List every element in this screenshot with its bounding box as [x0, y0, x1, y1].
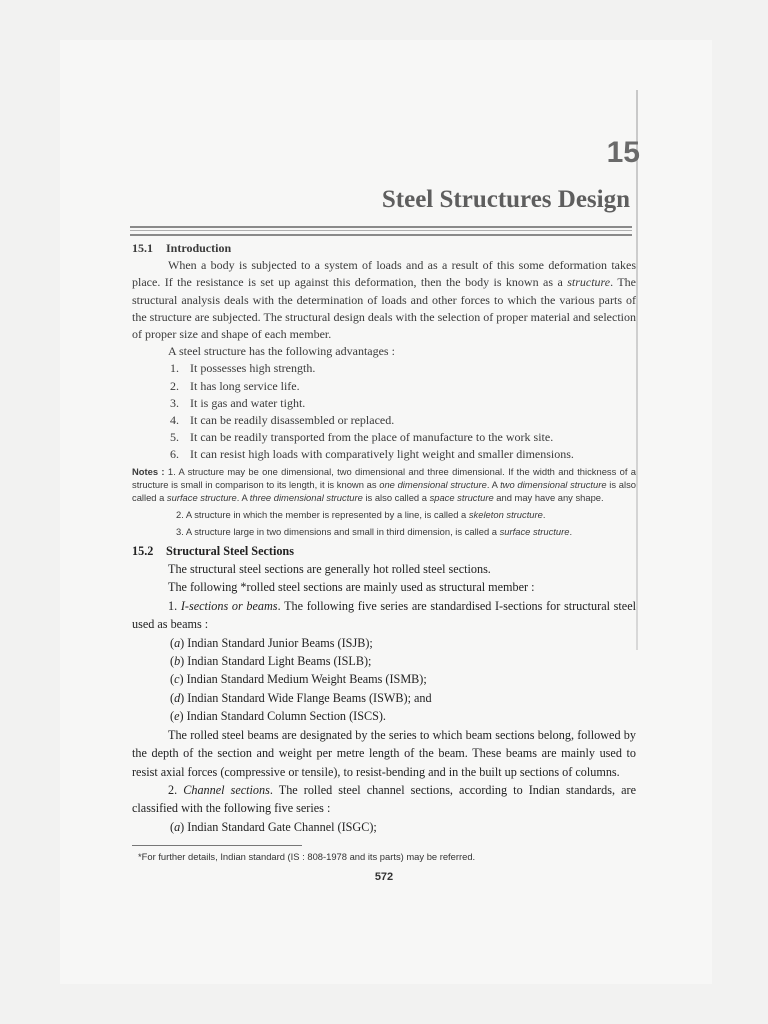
list-item: [132, 429, 636, 446]
binding-shadow: [636, 90, 638, 650]
list-item-text: Indian Standard Light Beams (ISLB);: [187, 654, 372, 669]
footnote-rule: [132, 845, 302, 846]
list-item-number: 5.: [170, 430, 179, 445]
paragraph: The rolled steel beams are designated by the series to which beam sections belong, followed by the depth of the section and weight per metre length of the beam. These beams are mainly used to resist axial forces (compressive or tensile), to resist-bending and in the built up sections of columns.: [132, 727, 636, 779]
list-item-text: It possesses high strength.: [190, 361, 316, 376]
paragraph: The structural steel sections are generally hot rolled steel sections.: [168, 562, 491, 577]
paragraph: The following *rolled steel sections are mainly used as structural member :: [168, 580, 535, 595]
list-item: (a) Indian Standard Gate Channel (ISGC);: [170, 819, 377, 834]
beam-series-list: [132, 634, 636, 726]
list-item-number: 6.: [170, 447, 179, 462]
list-item: [132, 378, 636, 395]
list-item-letter: b: [174, 654, 181, 669]
section-heading: [132, 542, 636, 560]
text-run: 2.: [168, 782, 184, 797]
list-item: [132, 446, 636, 463]
notes-label: Notes :: [132, 465, 165, 477]
italic-term: three dimensional structure: [249, 491, 363, 503]
section-title: Structural Steel Sections: [166, 543, 294, 558]
text-run: 1.: [168, 598, 181, 613]
italic-term: two dimensional structure: [500, 478, 607, 490]
list-item: (d) Indian Standard Wide Flange Beams (ISWB); and: [170, 690, 432, 705]
advantages-intro: A steel structure has the following advantages :: [168, 344, 395, 359]
title-rule: [130, 234, 632, 236]
footnote: *For further details, Indian standard (IS : 808-1978 and its parts) may be referred.: [138, 851, 476, 862]
paragraph: [132, 781, 636, 818]
section-number: 15.1: [132, 241, 153, 255]
list-item-letter: a: [174, 819, 181, 834]
list-item: [132, 412, 636, 429]
notes-block: [132, 465, 636, 538]
text-run: .: [569, 525, 573, 537]
list-item: (c) Indian Standard Medium Weight Beams (ISMB);: [170, 672, 427, 687]
list-item-text: Indian Standard Column Section (ISCS).: [186, 709, 386, 724]
paragraph: [132, 597, 636, 634]
chapter-title: Steel Structures Design: [381, 186, 630, 213]
text-run: 3. A structure large in two dimensions and small in third dimension, is called a: [176, 525, 500, 537]
text-run: is also called a: [132, 478, 636, 503]
list-item-number: 3.: [170, 395, 179, 410]
italic-term: I-sections or beams: [180, 598, 278, 613]
list-item-letter: a: [174, 635, 181, 650]
page-number: 572: [374, 871, 394, 883]
list-item-letter: c: [174, 672, 180, 687]
section-heading: [132, 240, 636, 257]
italic-term: skeleton structure: [468, 508, 543, 520]
list-item-number: 4.: [170, 413, 179, 428]
italic-term: Channel sections: [183, 782, 270, 797]
note-3: [132, 525, 636, 538]
list-item-text: It has long service life.: [190, 378, 300, 393]
list-item-text: It can resist high loads with comparatively light weight and smaller dimensions.: [190, 447, 574, 462]
italic-term: surface structure: [499, 525, 570, 537]
note-1-text: [132, 466, 636, 503]
list-item-text: It can be readily disassembled or replaced.: [190, 413, 395, 428]
list-item: (e) Indian Standard Column Section (ISCS).: [170, 709, 386, 724]
text-run: 1. A structure may be one dimensional, two dimensional and three dimensional. If the width and thickness of a structure is small in comparison to its length, it is known as: [132, 465, 636, 490]
text-run: is also called a: [362, 491, 430, 503]
text-run: When a body is subjected to a system of loads and as a result of this some deformation takes place. If the resistance is set up against this deformation, then the body is known as a: [132, 258, 636, 290]
text-run: . The rolled steel channel sections, according to Indian standards, are classified with the following five series :: [132, 782, 636, 816]
list-item-text: It is gas and water tight.: [190, 395, 306, 410]
italic-term: one dimensional structure: [379, 478, 487, 490]
text-run: . A: [486, 478, 501, 490]
text-run: . The following five series are standardised I-sections for structural steel used as beams :: [132, 598, 637, 632]
title-rule: [130, 226, 632, 228]
title-rule: [130, 230, 632, 231]
list-item-text: Indian Standard Junior Beams (ISJB);: [187, 635, 373, 650]
page-body: [132, 240, 636, 836]
list-item: [132, 395, 636, 412]
note-2: [132, 508, 636, 521]
section-number: 15.2: [132, 543, 154, 558]
chapter-number: 15: [606, 136, 640, 169]
note-1: [132, 465, 636, 504]
list-item-letter: d: [174, 690, 181, 705]
text-run: 2. A structure in which the member is represented by a line, is called a: [176, 508, 469, 520]
list-item: (b) Indian Standard Light Beams (ISLB);: [170, 654, 372, 669]
intro-paragraph: [132, 257, 636, 343]
section-title: Introduction: [166, 241, 232, 255]
list-item-text: Indian Standard Gate Channel (ISGC);: [187, 819, 377, 834]
list-item-text: It can be readily transported from the place of manufacture to the work site.: [190, 430, 554, 445]
list-item-number: 2.: [170, 378, 179, 393]
text-run: . A: [236, 491, 250, 503]
list-item: (a) Indian Standard Junior Beams (ISJB);: [170, 635, 373, 650]
text-run: . The structural analysis deals with the determination of loads and other forces to which the various parts of the structure are subjected. The structural design deals with the selection of proper material and selection of proper size and shape of each member.: [132, 275, 636, 342]
text-run: .: [542, 508, 546, 520]
italic-term: space structure: [429, 491, 494, 503]
italic-term: surface structure: [166, 491, 237, 503]
text-run: and may have any shape.: [493, 491, 604, 503]
advantages-list: [132, 360, 636, 463]
channel-series-list: [132, 818, 636, 836]
list-item-letter: e: [174, 709, 180, 724]
list-item-text: Indian Standard Wide Flange Beams (ISWB); and: [187, 690, 432, 705]
section-2: [132, 542, 636, 837]
list-item: [132, 360, 636, 377]
list-item-number: 1.: [170, 361, 179, 376]
list-item-text: Indian Standard Medium Weight Beams (ISMB);: [186, 672, 427, 687]
italic-term: structure: [567, 275, 611, 290]
